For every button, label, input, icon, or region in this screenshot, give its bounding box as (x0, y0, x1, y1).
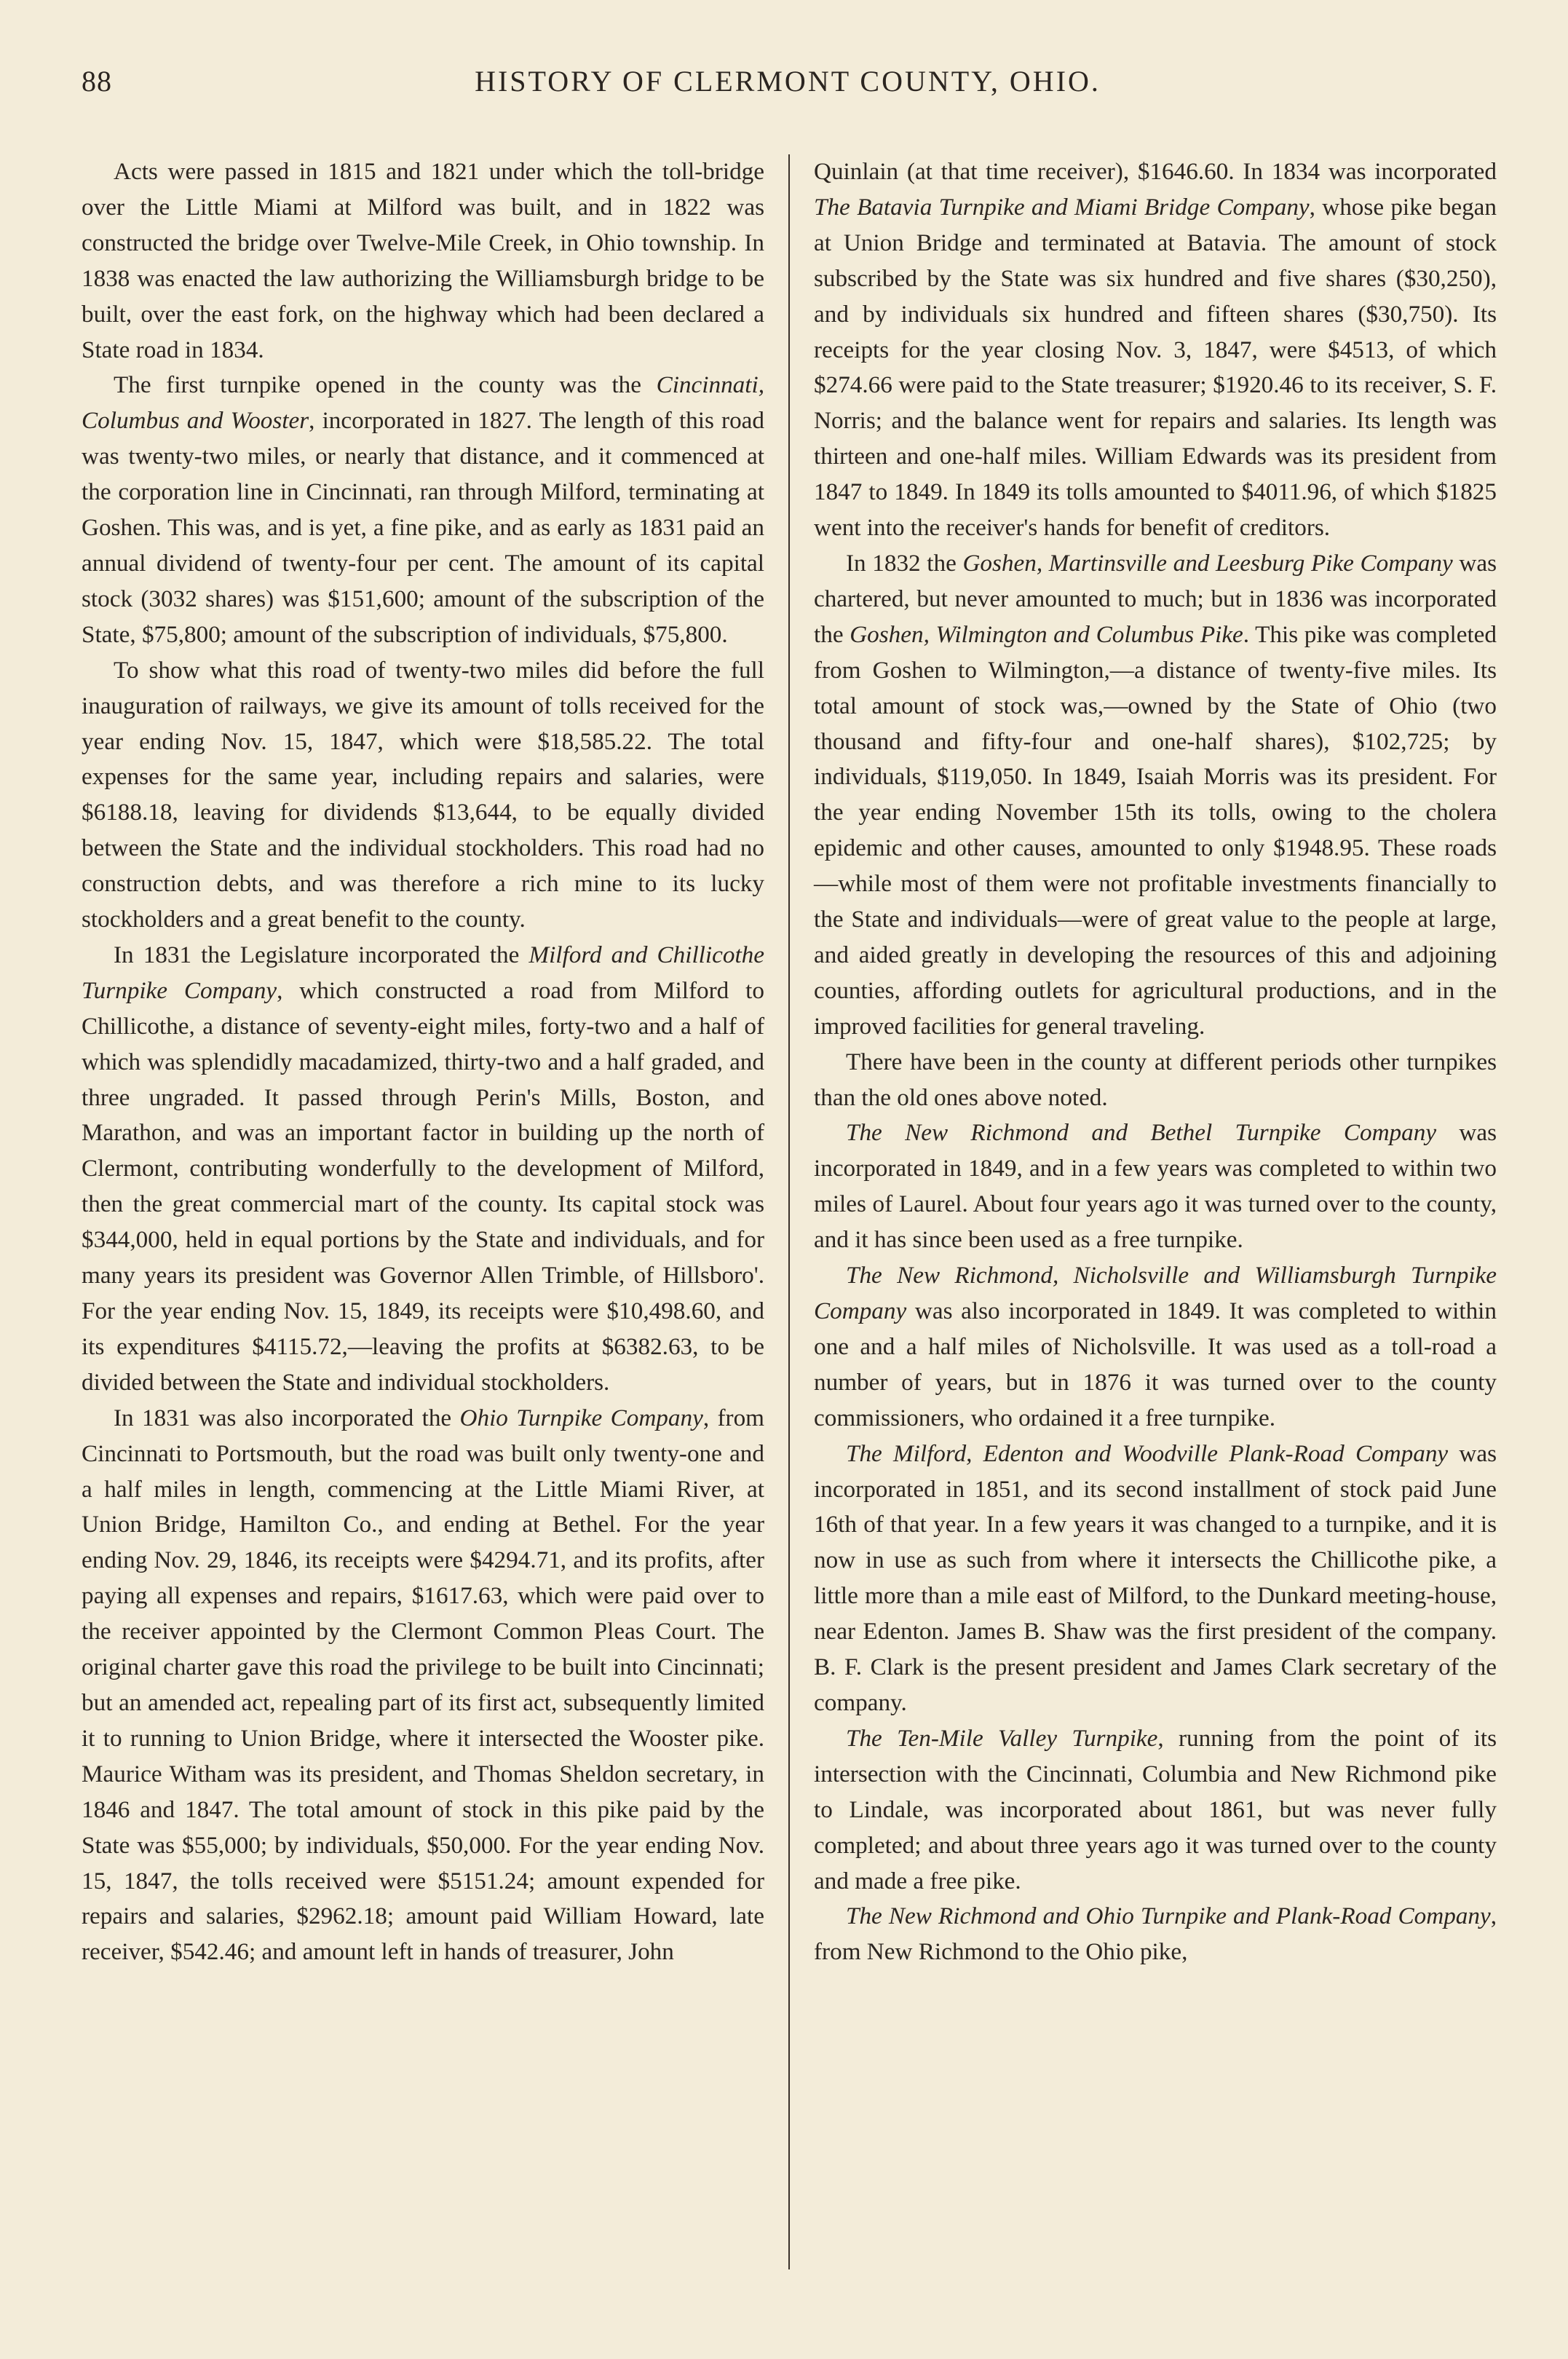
paragraph: There have been in the county at different periods other turnpikes than the old ones above noted. (814, 1048, 1497, 1111)
column-divider (788, 154, 790, 2269)
paragraph: To show what this road of twenty-two miles did before the full inauguration of railways, we give its amount of tolls received for the year ending Nov. 15, 1847, which were $18,585.22. The total expenses for the same year, including repairs and salaries, were $6188.18, leaving for dividends $13,644, to be equally divided between the State and the individual stockholders. This road had no construction debts, and was therefore a rich mine to its lucky stockholders and a great benefit to the county. (82, 656, 764, 933)
turnpike-name: Cincinnati, Columbus and Wooster (82, 371, 764, 435)
paragraph: In 1831 the Legislature incorporated the Milford and Chillicothe Turnpike Company, which constructed a road from Milford to Chillicothe, a distance of seventy-eight miles, forty-two and a half of which was splendidly macadamized, thirty-two and a half graded, and three ungraded. It passed through Perin's Mills, Boston, and Marathon, and was an important factor in building up the north of Clermont, contributing wonderfully to the development of Milford, then the great commercial mart of the county. Its capital stock was $344,000, held in equal portions by the State and individuals, and for many years its president was Governor Allen Trimble, of Hillsboro'. For the year ending Nov. 15, 1849, its receipts were $10,498.60, and its expenditures $4115.72,—leaving the profits at $6382.63, to be divided between the State and individual stockholders. (82, 941, 764, 1396)
paragraph: The New Richmond and Bethel Turnpike Company was incorporated in 1849, and in a few years was completed to within two miles of Laurel. About four years ago it was turned over to the county, and it has since been used as a free turnpike. (814, 1119, 1497, 1254)
turnpike-name: Goshen, Wilmington and Columbus Pike (850, 620, 1243, 648)
turnpike-name: Ohio Turnpike Company (459, 1404, 703, 1431)
paragraph: The Milford, Edenton and Woodville Plank-Road Company was incorporated in 1851, and its second installment of stock paid June 16th of that year. In a few years it was changed to a turnpike, and it is now in use as such from where it intersects the Chillicothe pike, a little more than a mile east of Milford, to the Dunkard meeting-house, near Edenton. James B. Shaw was the first president of the company. B. F. Clark is the present president and James Clark secretary of the company. (814, 1439, 1497, 1716)
paragraph: The New Richmond and Ohio Turnpike and Plank-Road Company, from New Richmond to the Ohio pike, (814, 1902, 1497, 1966)
turnpike-name: The Milford, Edenton and Woodville Plank-Road Company (846, 1439, 1449, 1467)
paragraph: In 1831 was also incorporated the Ohio Turnpike Company, from Cincinnati to Portsmouth, but the road was built only twenty-one and a half miles in length, commencing at the Little Miami River, at Union Bridge, Hamilton Co., and ending at Bethel. For the year ending Nov. 29, 1846, its receipts were $4294.71, and its profits, after paying all expenses and repairs, $1617.63, which were paid over to the receiver appointed by the Clermont Common Pleas Court. The original charter gave this road the privilege to be built into Cincinnati; but an amended act, repealing part of its first act, subsequently limited it to running to Union Bridge, where it intersected the Wooster pike. Maurice Witham was its president, and Thomas Sheldon secretary, in 1846 and 1847. The total amount of stock in this pike paid by the State was $55,000; by individuals, $50,000. For the year ending Nov. 15, 1847, the tolls received were $5151.24; amount expended for repairs and salaries, $2962.18; amount paid William Howard, late receiver, $542.46; and amount left in hands of treasurer, John (82, 1404, 764, 1966)
paragraph: The first turnpike opened in the county was the Cincinnati, Columbus and Wooster, incorporated in 1827. The length of this road was twenty-two miles, or nearly that distance, and it commenced at the corporation line in Cincinnati, ran through Milford, terminating at Goshen. This was, and is yet, a fine pike, and as early as 1831 paid an annual dividend of twenty-four per cent. The amount of its capital stock (3032 shares) was $151,600; amount of the subscription of the State, $75,800; amount of the subscription of individuals, $75,800. (82, 371, 764, 648)
running-title: HISTORY OF CLERMONT COUNTY, OHIO. (475, 65, 1101, 98)
paragraph: The Ten-Mile Valley Turnpike, running from the point of its intersection with the Cincinnati, Columbia and New Richmond pike to Lindale, was incorporated about 1861, but was never fully completed; and about three years ago it was turned over to the county and made a free pike. (814, 1724, 1497, 1894)
turnpike-name: The Batavia Turnpike and Miami Bridge Company (814, 193, 1310, 221)
turnpike-name: The New Richmond and Bethel Turnpike Company (846, 1119, 1437, 1147)
left-column (82, 154, 764, 1970)
page-number: 88 (82, 65, 112, 98)
turnpike-name: The New Richmond, Nicholsville and Williamsburgh Turnpike Company (814, 1262, 1497, 1324)
paragraph: Quinlain (at that time receiver), $1646.60. In 1834 was incorporated The Batavia Turnpike and Miami Bridge Company, whose pike began at Union Bridge and terminated at Batavia. The amount of stock subscribed by the State was six hundred and five shares ($30,250), and by individuals six hundred and fifteen shares ($30,750). Its receipts for the year closing Nov. 3, 1847, were $4513, of which $274.66 were paid to the State treasurer; $1920.46 to its receiver, S. F. Norris; and the balance went for repairs and salaries. Its length was thirteen and one-half miles. William Edwards was its president from 1847 to 1849. In 1849 its tolls amounted to $4011.96, of which $1825 went into the receiver's hands for benefit of creditors. (814, 158, 1497, 542)
right-column (814, 154, 1497, 1970)
turnpike-name: The New Richmond and Ohio Turnpike and Plank-Road Company (846, 1902, 1491, 1930)
paragraph: In 1832 the Goshen, Martinsville and Leesburg Pike Company was chartered, but never amounted to much; but in 1836 was incorporated the Goshen, Wilmington and Columbus Pike. This pike was completed from Goshen to Wilmington,—a distance of twenty-five miles. Its total amount of stock was,—owned by the State of Ohio (two thousand and fifty-four and one-half shares), $102,725; by individuals, $119,050. In 1849, Isaiah Morris was its president. For the year ending November 15th its tolls, owing to the cholera epidemic and other causes, amounted to only $1948.95. These roads—while most of them were not profitable investments financially to the State and individuals—were of great value to the people at large, and aided greatly in developing the resources of this and adjoining counties, affording outlets for agricultural productions, and in the improved facilities for general traveling. (814, 549, 1497, 1040)
turnpike-name: Milford and Chillicothe Turnpike Company (82, 941, 764, 1004)
turnpike-name: The Ten-Mile Valley Turnpike (846, 1724, 1158, 1752)
paragraph: Acts were passed in 1815 and 1821 under which the toll-bridge over the Little Miami at Milford was built, and in 1822 was constructed the bridge over Twelve-Mile Creek, in Ohio township. In 1838 was enacted the law authorizing the Williamsburgh bridge to be built, over the east fork, on the highway which had been declared a State road in 1834. (82, 158, 764, 363)
page-header (82, 64, 1494, 108)
paragraph: The New Richmond, Nicholsville and Williamsburgh Turnpike Company was also incorporated in 1849. It was completed to within one and a half miles of Nicholsville. It was used as a toll-road a number of years, but in 1876 it was turned over to the county commissioners, who ordained it a free turnpike. (814, 1262, 1497, 1431)
turnpike-name: Goshen, Martinsville and Leesburg Pike Company (962, 549, 1453, 577)
